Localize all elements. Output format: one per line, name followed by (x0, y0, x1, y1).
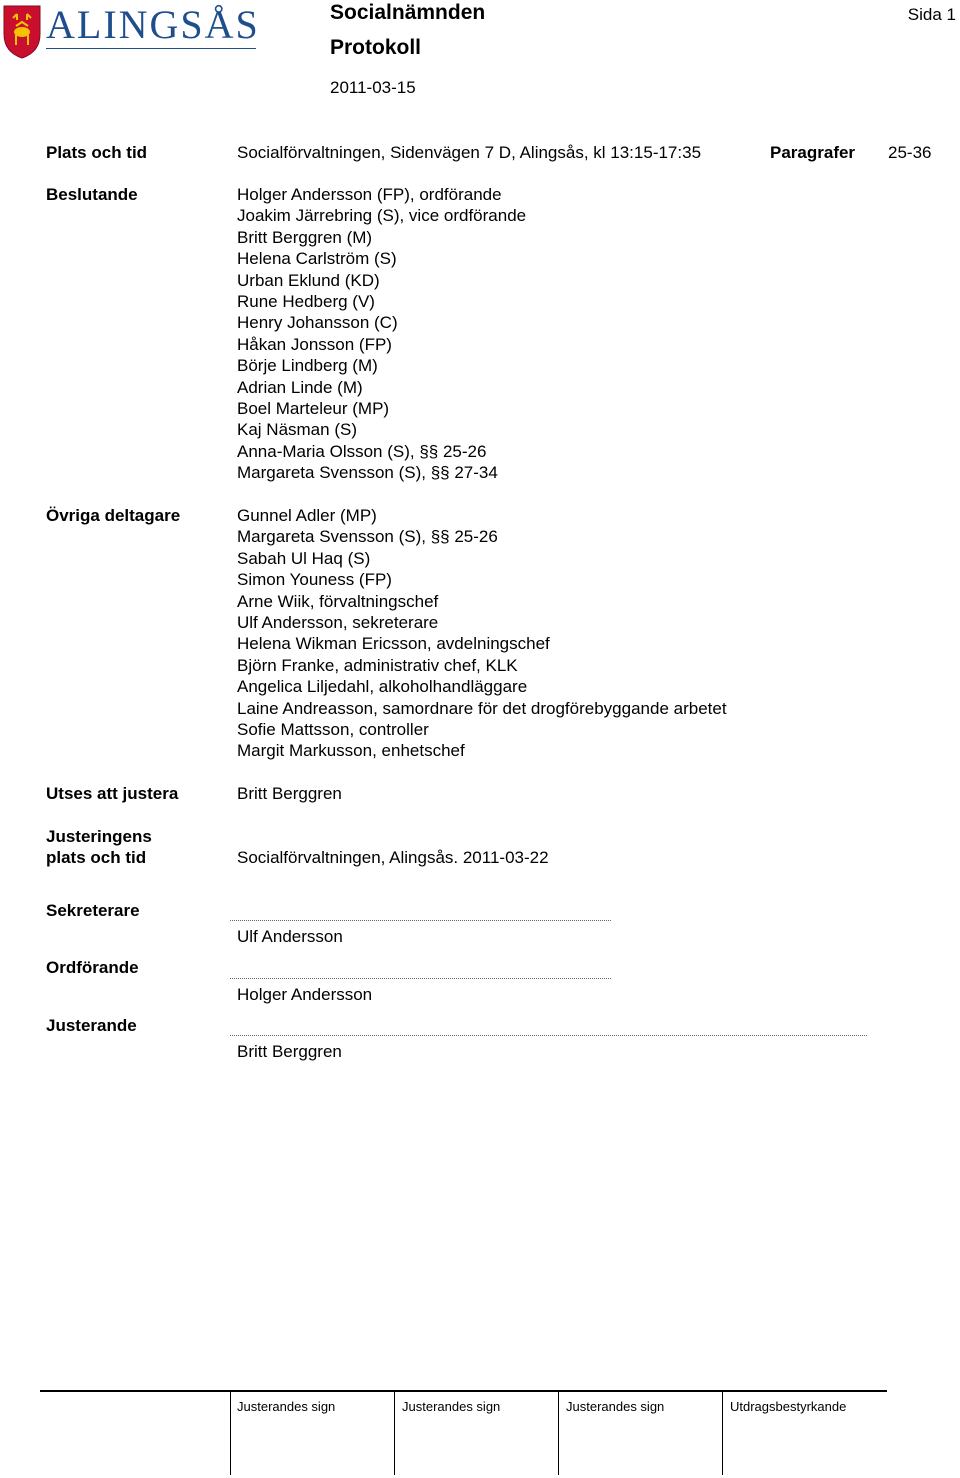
list-item: Margit Markusson, enhetschef (237, 741, 465, 761)
committee-title: Socialnämnden (330, 1, 486, 24)
list-item: Håkan Jonsson (FP) (237, 334, 392, 354)
list-item: Helena Wikman Ericsson, avdelningschef (237, 634, 550, 654)
list-item: Sofie Mattsson, controller (237, 720, 429, 740)
list-item: Holger Andersson (FP), ordförande (237, 185, 502, 204)
adjuster-label: Justerande (46, 1016, 137, 1035)
list-item: Arne Wiik, förvaltningschef (237, 591, 439, 611)
document-type: Protokoll (330, 36, 422, 59)
list-item: Margareta Svensson (S), §§ 25-26 (237, 527, 498, 547)
signature-line (230, 978, 611, 979)
list-item: Henry Johansson (C) (237, 313, 398, 333)
list-item: Rune Hedberg (V) (237, 292, 375, 312)
page-number: Sida 1 (907, 5, 956, 24)
adjuster-name: Britt Berggren (237, 1042, 342, 1061)
list-item: Urban Eklund (KD) (237, 270, 380, 290)
list-item: Sabah Ul Haq (S) (237, 548, 371, 568)
footer-rule (40, 1390, 887, 1392)
list-item: Kaj Näsman (S) (237, 420, 357, 440)
footer-divider (722, 1391, 723, 1475)
justering-label-line1: Justeringens (46, 827, 152, 846)
list-item: Björn Franke, administrativ chef, KLK (237, 655, 518, 675)
footer-sign-cell: Justerandes sign (237, 1399, 336, 1414)
coat-of-arms-icon (2, 4, 42, 60)
footer-divider (394, 1391, 395, 1475)
list-item: Börje Lindberg (M) (237, 356, 378, 376)
footer-sign-cell: Justerandes sign (566, 1399, 665, 1414)
list-item: Laine Andreasson, samordnare för det drogförebyggande arbetet (237, 698, 727, 718)
footer-sign-cell: Justerandes sign (402, 1399, 501, 1414)
place-label: Plats och tid (46, 143, 148, 162)
list-item: Ulf Andersson, sekreterare (237, 613, 439, 633)
justera-value: Britt Berggren (237, 784, 342, 803)
ovriga-label: Övriga deltagare (46, 506, 181, 525)
footer-certified-cell: Utdragsbestyrkande (730, 1399, 847, 1414)
list-item: Gunnel Adler (MP) (237, 506, 377, 525)
secretary-name: Ulf Andersson (237, 927, 343, 946)
list-item: Margareta Svensson (S), §§ 27-34 (237, 463, 498, 483)
beslutande-label: Beslutande (46, 185, 138, 204)
logo-underline (46, 48, 256, 49)
list-item: Joakim Järrebring (S), vice ordförande (237, 206, 527, 226)
justering-value: Socialförvaltningen, Alingsås. 2011-03-22 (237, 848, 549, 867)
justering-label-line2: plats och tid (46, 848, 147, 867)
municipality-logo (0, 0, 260, 64)
signature-line (230, 1035, 867, 1036)
list-item: Anna-Maria Olsson (S), §§ 25-26 (237, 441, 487, 461)
list-item: Adrian Linde (M) (237, 377, 363, 397)
footer-divider (558, 1391, 559, 1475)
chair-name: Holger Andersson (237, 985, 373, 1004)
paragraphs-value: 25-36 (888, 143, 932, 162)
beslutande-list (237, 184, 526, 484)
list-item: Simon Youness (FP) (237, 570, 392, 590)
list-item: Britt Berggren (M) (237, 227, 373, 247)
list-item: Boel Marteleur (MP) (237, 399, 390, 419)
footer-divider (230, 1391, 231, 1475)
chair-label: Ordförande (46, 958, 139, 977)
secretary-label: Sekreterare (46, 901, 140, 920)
signature-line (230, 920, 611, 921)
ovriga-list (237, 505, 727, 762)
place-value: Socialförvaltningen, Sidenvägen 7 D, Alingsås, kl 13:15-17:35 (237, 143, 702, 162)
list-item: Helena Carlström (S) (237, 249, 397, 269)
list-item: Angelica Liljedahl, alkoholhandläggare (237, 677, 528, 697)
paragraphs-label: Paragrafer (770, 143, 856, 162)
justera-label: Utses att justera (46, 784, 179, 803)
logo-wordmark: ALINGSÅS (46, 2, 260, 47)
meeting-date: 2011-03-15 (330, 78, 416, 97)
